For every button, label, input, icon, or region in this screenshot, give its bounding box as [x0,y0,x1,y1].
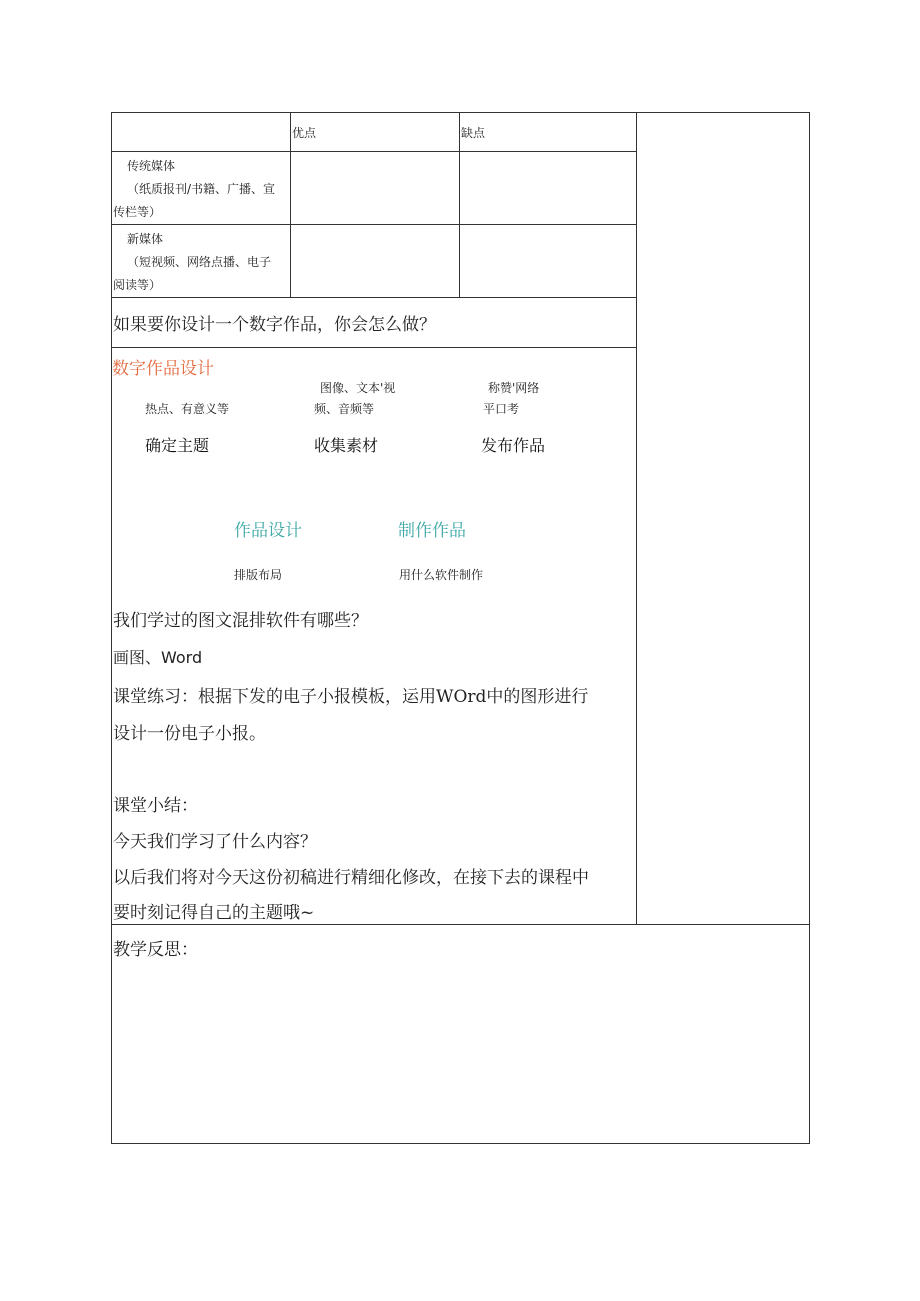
summary-title: 课堂小结： [113,796,198,816]
step-make-work: 制作作品 [398,521,466,541]
inner-col-divider-1 [290,112,291,297]
software-answer: 画图、Word [113,648,203,667]
main-column-divider [636,112,637,924]
row-label-line3: 传栏等） [113,205,162,219]
inner-table-bottom [111,297,636,298]
teaching-reflection-label: 教学反思： [113,940,198,960]
summary-line1: 今天我们学习了什么内容？ [113,832,317,852]
design-question: 如果要你设计一个数字作品，你会怎么做？ [113,315,436,335]
outer-bottom-border [111,1143,810,1144]
step-design-note: 排版布局 [234,568,283,582]
step-collect-note2: 频、音频等 [314,402,375,416]
row-traditional-media [113,155,290,224]
step-collect-note1: 图像、文本'视 [320,381,396,395]
row-label-line3: 阅读等） [113,278,162,292]
design-title: 数字作品设计 [112,359,214,379]
outer-left-border [111,112,112,1143]
summary-line2: 以后我们将对今天这份初稿进行精细化修改，在接下去的课程中 [113,868,589,888]
outer-right-border [809,112,810,1143]
row-label-line1: 新媒体 [127,232,164,246]
step-publish-note2: 平口考 [483,402,520,416]
question-row-bottom [111,347,636,348]
reflection-top-border [111,924,810,925]
inner-col-divider-2 [459,112,460,297]
row-label-line2: （纸质报刊/书籍、广播、宣 [127,182,276,196]
exercise-line1: 课堂练习：根据下发的电子小报模板，运用WOrd中的图形进行 [113,687,589,707]
step-publish-note1: 称赞'网络 [488,381,540,395]
header-advantages: 优点 [292,126,317,140]
software-question: 我们学过的图文混排软件有哪些？ [113,611,368,631]
row-label-line1: 传统媒体 [127,159,176,173]
header-disadvantages: 缺点 [461,126,486,140]
step-collect-material: 收集素材 [314,436,379,455]
inner-table-row1-bottom [111,224,636,225]
outer-top-border [111,112,810,113]
summary-line3: 要时刻记得自己的主题哦~ [113,903,315,923]
step-make-note: 用什么软件制作 [399,568,484,582]
row-label-line2: （短视频、网络点播、电子 [127,255,272,269]
inner-table-header-bottom [111,151,636,152]
exercise-line2: 设计一份电子小报。 [113,724,266,744]
step-define-topic: 确定主题 [145,436,210,455]
row-new-media [113,228,290,297]
step-publish-work: 发布作品 [481,436,546,455]
step-topic-note1: 热点、有意义等 [145,402,230,416]
step-design-work: 作品设计 [234,521,302,541]
